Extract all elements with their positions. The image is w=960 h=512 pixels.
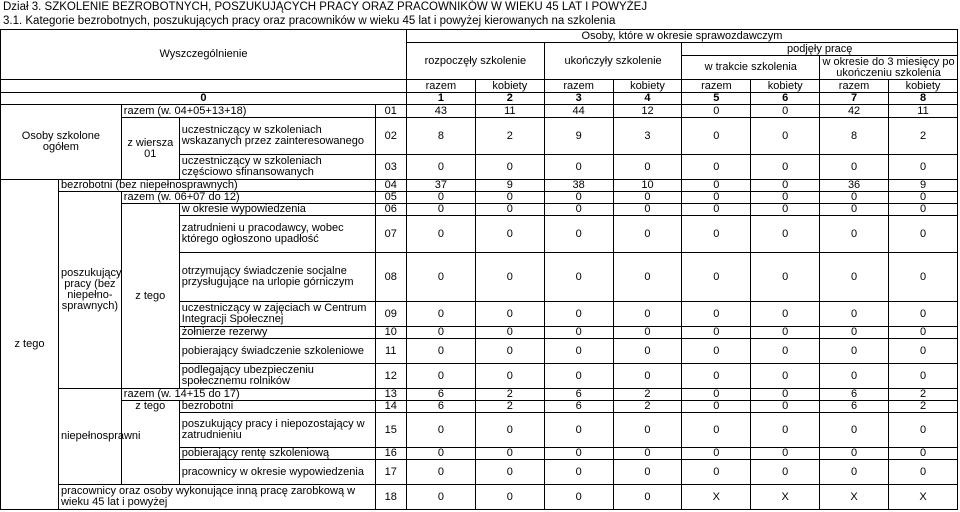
cell: 36 (820, 180, 889, 192)
row-label: pracownicy w okresie wypowiedzenia (179, 460, 375, 485)
cell: 9 (889, 180, 958, 192)
cell: 0 (751, 105, 820, 118)
table-row (1, 389, 958, 401)
cell: 0 (613, 204, 682, 216)
cell: 0 (475, 216, 544, 253)
row-label: bezrobotni (bez niepełnosprawnych) (58, 180, 375, 192)
cell: 0 (682, 253, 751, 302)
cell: 0 (682, 302, 751, 327)
cell: 0 (889, 364, 958, 389)
cell: 0 (889, 413, 958, 448)
cell: 0 (751, 401, 820, 413)
cell: 0 (889, 302, 958, 327)
col-number: 5 (682, 93, 751, 105)
cell: 0 (682, 327, 751, 339)
row-label: pracownicy oraz osoby wykonujące inną pracę zarobkową w wieku 45 lat i powyżej (58, 485, 375, 510)
cell: 0 (751, 302, 820, 327)
cell: 6 (544, 389, 613, 401)
cell: 0 (751, 192, 820, 204)
header-finished: ukończyły szkolenie (544, 43, 682, 80)
cell: 0 (751, 155, 820, 180)
col-kobiety: kobiety (751, 80, 820, 93)
cell: 0 (751, 448, 820, 460)
cell: 0 (613, 364, 682, 389)
cell: 0 (889, 339, 958, 364)
cell: 0 (544, 192, 613, 204)
row-code: 17 (375, 460, 406, 485)
cell: 2 (613, 389, 682, 401)
cell: 0 (820, 339, 889, 364)
cell: 0 (889, 327, 958, 339)
row-label: razem (w. 14+15 do 17) (121, 389, 375, 401)
cell: 0 (682, 216, 751, 253)
cell: 0 (406, 448, 475, 460)
row-code: 12 (375, 364, 406, 389)
table-title: 3.1. Kategorie bezrobotnych, poszukujących pracy oraz pracowników w wieku 45 lat i powyżej kierowanych na szkolenia (3, 15, 616, 27)
cell: 0 (682, 105, 751, 118)
cell: 0 (889, 192, 958, 204)
row-code: 04 (375, 180, 406, 192)
row-label: poszukujący pracy i niepozostający w zatrudnieniu (179, 413, 375, 448)
cell: 0 (544, 327, 613, 339)
col-kobiety: kobiety (889, 80, 958, 93)
cell: 0 (889, 155, 958, 180)
section-title: Dział 3. SZKOLENIE BEZROBOTNYCH, POSZUKUJĄCYCH PRACY ORAZ PRACOWNIKÓW W WIEKU 45 LAT I POWYŻEJ (3, 1, 648, 13)
col-number: 8 (889, 93, 958, 105)
cell: 0 (889, 216, 958, 253)
cell: 0 (682, 401, 751, 413)
cell: 0 (475, 253, 544, 302)
row-label: otrzymujący świadczenie socjalne przysługujące na urlopie górniczym (179, 253, 375, 302)
row-code: 15 (375, 413, 406, 448)
cell: 44 (544, 105, 613, 118)
cell: 0 (613, 339, 682, 364)
col-number: 7 (820, 93, 889, 105)
cell: 0 (544, 155, 613, 180)
cell: 2 (889, 401, 958, 413)
cell: 0 (820, 216, 889, 253)
col-number: 4 (613, 93, 682, 105)
cell: 0 (751, 204, 820, 216)
cell: 0 (751, 460, 820, 485)
cell: 11 (889, 105, 958, 118)
col-number: 1 (406, 93, 475, 105)
cell: 2 (475, 401, 544, 413)
cell: 0 (544, 460, 613, 485)
cell: 0 (820, 327, 889, 339)
table-row (1, 204, 958, 216)
row-code: 09 (375, 302, 406, 327)
cell: 0 (406, 216, 475, 253)
cell: 0 (475, 204, 544, 216)
row-code: 02 (375, 118, 406, 155)
table-row (1, 118, 958, 155)
cell: 0 (820, 192, 889, 204)
training-table (0, 29, 958, 510)
col-kobiety: kobiety (613, 80, 682, 93)
cell: X (751, 485, 820, 510)
cell: 0 (889, 460, 958, 485)
row-code: 16 (375, 448, 406, 460)
cell: 0 (682, 192, 751, 204)
cell: 43 (406, 105, 475, 118)
cell: 0 (544, 253, 613, 302)
cell: X (682, 485, 751, 510)
cell: 0 (406, 485, 475, 510)
row-code: 05 (375, 192, 406, 204)
cell: 10 (613, 180, 682, 192)
label-z-tego-inner2: z tego (121, 401, 179, 485)
table-row (1, 485, 958, 510)
cell: 8 (406, 118, 475, 155)
cell: 0 (820, 302, 889, 327)
row-label: uczestniczący w szkoleniach częściowo sfinansowanych (179, 155, 375, 180)
col-number: 2 (475, 93, 544, 105)
cell: 9 (544, 118, 613, 155)
cell: 0 (544, 413, 613, 448)
cell: 2 (613, 401, 682, 413)
cell: 6 (406, 389, 475, 401)
label-z-wiersza: z wiersza 01 (121, 118, 179, 180)
header-took-job: podjęły pracę (682, 43, 958, 56)
cell: 0 (751, 180, 820, 192)
row-code: 18 (375, 485, 406, 510)
row-code: 08 (375, 253, 406, 302)
label-osoby: Osoby szkolone ogółem (1, 105, 122, 180)
header-during: w trakcie szkolenia (682, 56, 820, 80)
cell: 0 (889, 448, 958, 460)
cell: 0 (820, 155, 889, 180)
cell: 0 (682, 364, 751, 389)
header-within3: w okresie do 3 miesięcy po ukończeniu szkolenia (820, 56, 958, 80)
cell: 0 (751, 413, 820, 448)
cell: 0 (544, 204, 613, 216)
cell: 0 (751, 389, 820, 401)
cell: 0 (613, 413, 682, 448)
cell: 0 (475, 364, 544, 389)
row-label: uczestniczący w szkoleniach wskazanych przez zainteresowanego (179, 118, 375, 155)
cell: 0 (613, 485, 682, 510)
table-row (1, 401, 958, 413)
cell: 0 (682, 155, 751, 180)
cell: 12 (613, 105, 682, 118)
cell: 0 (475, 192, 544, 204)
cell: 0 (682, 180, 751, 192)
col-number: 6 (751, 93, 820, 105)
cell: 0 (751, 253, 820, 302)
cell: 0 (682, 118, 751, 155)
cell: 0 (475, 339, 544, 364)
cell: 42 (820, 105, 889, 118)
cell: X (889, 485, 958, 510)
cell: 0 (613, 327, 682, 339)
cell: 0 (820, 460, 889, 485)
cell: 0 (682, 448, 751, 460)
row-label: w okresie wypowiedzenia (179, 204, 375, 216)
cell: 6 (544, 401, 613, 413)
cell: 0 (613, 302, 682, 327)
row-code: 07 (375, 216, 406, 253)
cell: 0 (682, 204, 751, 216)
cell: 0 (820, 204, 889, 216)
cell: 0 (613, 253, 682, 302)
label-z-tego-inner: z tego (121, 204, 179, 389)
cell: 0 (475, 460, 544, 485)
row-label: pobierający świadczenie szkoleniowe (179, 339, 375, 364)
cell: 0 (682, 389, 751, 401)
cell: 0 (820, 413, 889, 448)
cell: 0 (475, 155, 544, 180)
header-spec: Wyszczególnienie (1, 30, 407, 80)
row-label: razem (w. 04+05+13+18) (121, 105, 375, 118)
cell: 0 (820, 448, 889, 460)
cell: 6 (406, 401, 475, 413)
cell: 2 (889, 389, 958, 401)
header-started: rozpoczęły szkolenie (406, 43, 544, 80)
col-number: 0 (1, 93, 407, 105)
row-code: 13 (375, 389, 406, 401)
cell: 0 (406, 327, 475, 339)
row-code: 14 (375, 401, 406, 413)
cell: 0 (406, 155, 475, 180)
table-row (1, 192, 958, 204)
cell: 0 (613, 448, 682, 460)
cell: 0 (613, 460, 682, 485)
cell: 0 (544, 448, 613, 460)
row-code: 06 (375, 204, 406, 216)
row-code: 11 (375, 339, 406, 364)
col-kobiety: kobiety (475, 80, 544, 93)
cell: 0 (820, 253, 889, 302)
row-code: 03 (375, 155, 406, 180)
cell: 6 (820, 401, 889, 413)
row-label: pobierający rentę szkoleniową (179, 448, 375, 460)
cell: 0 (406, 460, 475, 485)
table-row (1, 105, 958, 118)
row-label: żołnierze rezerwy (179, 327, 375, 339)
cell: 0 (406, 364, 475, 389)
row-label: zatrudnieni u pracodawcy, wobec którego ogłoszono upadłość (179, 216, 375, 253)
row-label: bezrobotni (179, 401, 375, 413)
cell: 0 (889, 253, 958, 302)
cell: 0 (751, 327, 820, 339)
cell: 38 (544, 180, 613, 192)
cell: 0 (406, 302, 475, 327)
cell: 0 (544, 485, 613, 510)
cell: 2 (475, 118, 544, 155)
label-niepelnosprawni: niepełnosprawni (58, 389, 121, 485)
header-group: Osoby, które w okresie sprawozdawczym (406, 30, 957, 43)
cell: 9 (475, 180, 544, 192)
cell: 0 (682, 460, 751, 485)
cell: 0 (544, 364, 613, 389)
cell: 6 (820, 389, 889, 401)
cell: 0 (751, 339, 820, 364)
cell: 0 (475, 327, 544, 339)
cell: 0 (613, 192, 682, 204)
col-razem: razem (682, 80, 751, 93)
cell: 0 (406, 413, 475, 448)
row-label: podlegający ubezpieczeniu społecznemu rolników (179, 364, 375, 389)
cell: 0 (682, 413, 751, 448)
cell: 0 (406, 253, 475, 302)
cell: 37 (406, 180, 475, 192)
table-row (1, 180, 958, 192)
cell: 2 (889, 118, 958, 155)
cell: 11 (475, 105, 544, 118)
cell: 0 (475, 413, 544, 448)
cell: 0 (751, 364, 820, 389)
cell: 0 (406, 339, 475, 364)
cell: 0 (613, 155, 682, 180)
cell: 0 (406, 192, 475, 204)
cell: 0 (751, 216, 820, 253)
cell: 0 (475, 485, 544, 510)
cell: 0 (475, 302, 544, 327)
cell: 0 (751, 118, 820, 155)
cell: 0 (682, 339, 751, 364)
col-razem: razem (406, 80, 475, 93)
cell: X (820, 485, 889, 510)
cell: 0 (544, 302, 613, 327)
cell: 2 (475, 389, 544, 401)
cell: 0 (889, 204, 958, 216)
cell: 0 (613, 216, 682, 253)
col-number: 3 (544, 93, 613, 105)
cell: 0 (475, 448, 544, 460)
cell: 3 (613, 118, 682, 155)
cell: 0 (544, 216, 613, 253)
row-label: razem (w. 06+07 do 12) (121, 192, 375, 204)
row-code: 10 (375, 327, 406, 339)
row-code: 01 (375, 105, 406, 118)
row-label: uczestniczący w zajęciach w Centrum Integracji Społecznej (179, 302, 375, 327)
col-razem: razem (544, 80, 613, 93)
cell: 8 (820, 118, 889, 155)
cell: 0 (406, 204, 475, 216)
cell: 0 (544, 339, 613, 364)
col-razem: razem (820, 80, 889, 93)
label-z-tego: z tego (1, 180, 59, 510)
cell: 0 (820, 364, 889, 389)
label-poszukujacy: poszukujący pracy (bez niepełno-sprawnych) (58, 192, 121, 389)
